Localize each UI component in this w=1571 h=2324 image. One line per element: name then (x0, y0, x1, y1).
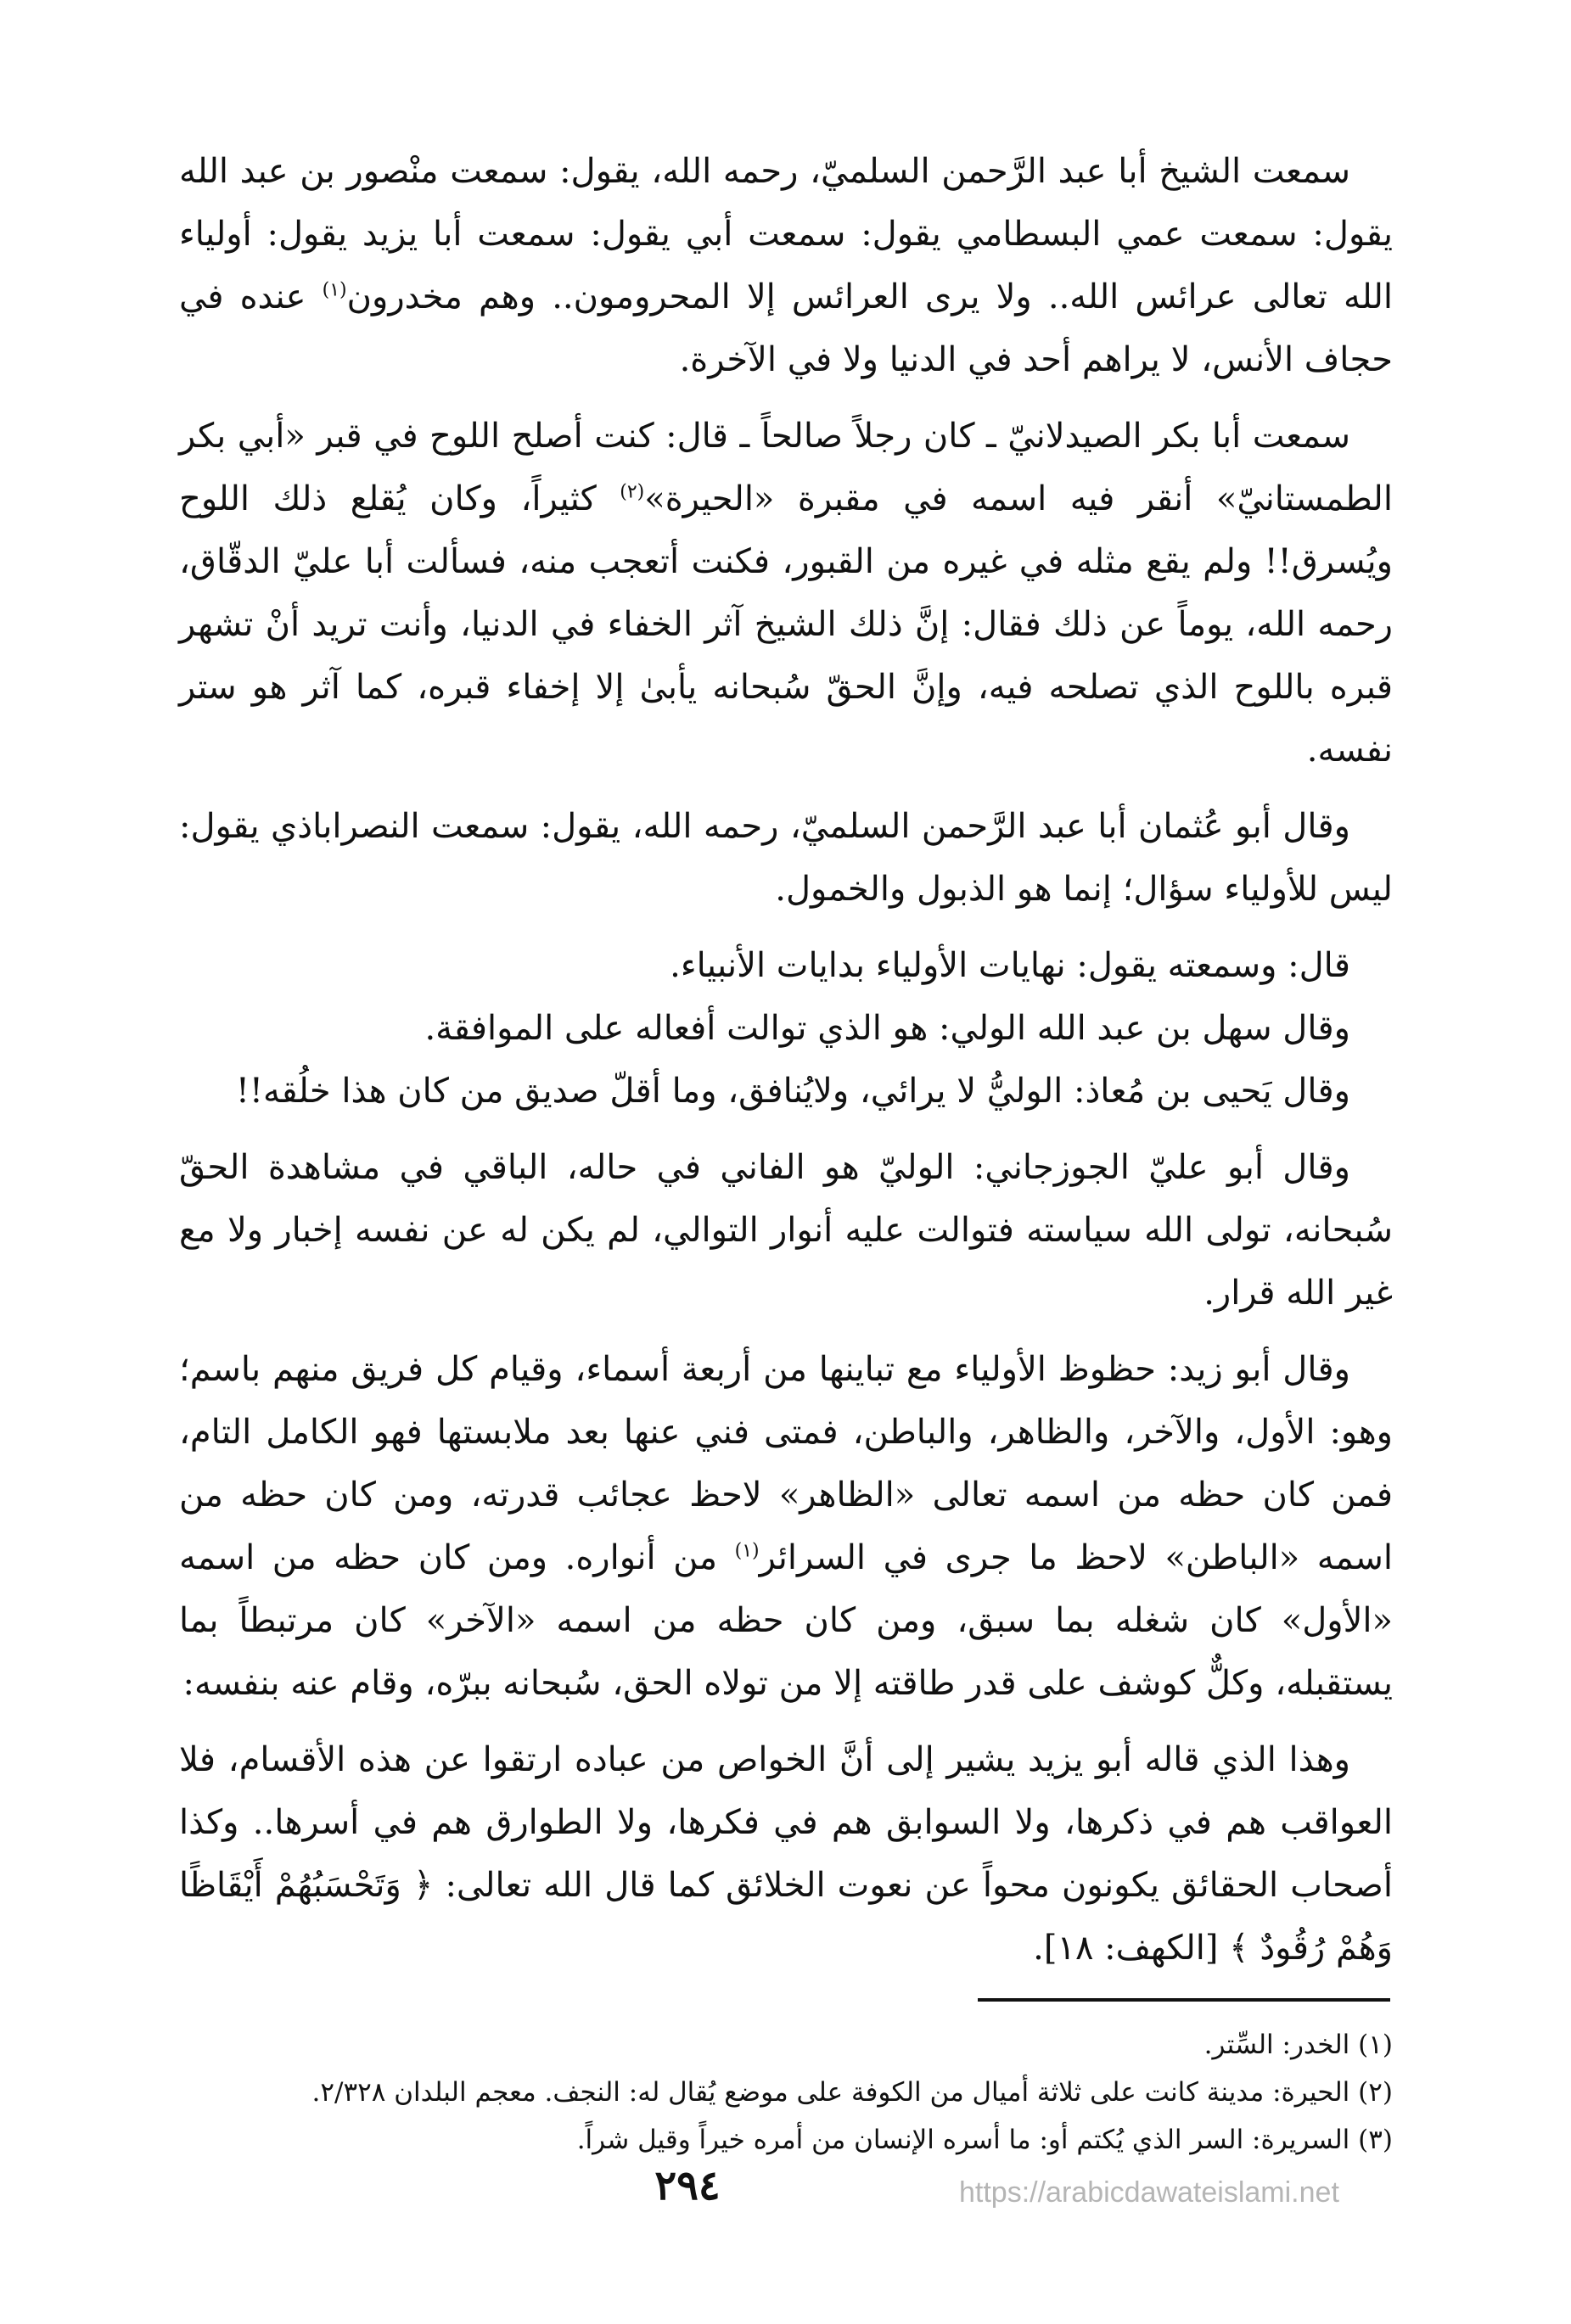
paragraph-text: سمعت أبا بكر الصيدلانيّ ـ كان رجلاً صالحاً ـ قال: كنت أصلح اللوح في قبر «أبي بكر الطمستانيّ» أنقر فيه اسمه في مقبرة «الحيرة» (179, 417, 1393, 518)
footnote-ref: (١) (734, 1540, 760, 1562)
paragraph-1 (179, 140, 1393, 391)
footnote-divider (978, 1998, 1390, 2002)
paragraph-text: سمعت الشيخ أبا عبد الرَّحمن السلميّ، رحمه الله، يقول: سمعت منْصور بن عبد الله يقول: سمعت عمي البسطامي يقول: سمعت أبي يقول: سمعت أبا يزيد يقول: أولياء الله تعالى عرائس الله.. ولا يرى العرائس إلا المحرومون.. وهم مخدرون (179, 152, 1393, 316)
paragraph-7: وقال أبو عليّ الجوزجاني: الوليّ هو الفاني في حاله، الباقي في مشاهدة الحقّ سُبحانه، تولى الله سياسته فتوالت عليه أنوار التوالي، لم يكن له عن نفسه إخبار ولا مع غير الله قرار. (179, 1148, 1393, 1313)
watermark-url: https://arabicdawateislami.net (959, 2176, 1339, 2209)
footnotes (179, 2021, 1393, 2164)
paragraph-text: عنده في حجاف الأنس، لا يراهم أحد في الدنيا ولا في الآخرة. (179, 277, 1393, 379)
paragraph-8 (179, 1338, 1393, 1715)
paragraph-text: وقال أبو زيد: حظوظ الأولياء مع تباينها من أربعة أسماء، وقيام كل فريق منهم باسم؛ وهو: الأول، والآخر، والظاهر، والباطن، فمتى فني عنها بعد ملابستها فهو الكامل التام، فمن كان حظه من اسمه تعالى «الظاهر» لاحظ عجائب قدرته، ومن كان حظه من اسمه «الباطن» لاحظ ما جرى في السرائر (179, 1350, 1394, 1577)
footnote-1: (١) الخدر: السِّتر. (1203, 2030, 1393, 2060)
paragraph-5: وقال سهل بن عبد الله الولي: هو الذي توالت أفعاله على الموافقة. (424, 1009, 1350, 1048)
paragraph-6: وقال يَحيى بن مُعاذ: الوليُّ لا يرائي، ولايُنافق، وما أقلّ صديق من كان هذا خلُقه!! (235, 1072, 1350, 1111)
paragraph-text: من أنواره. ومن كان حظه من اسمه «الأول» كان شغله بما سبق، ومن كان حظه من اسمه «الآخر» كان مرتبطاً بما يستقبله، وكلٌّ كوشف على قدر طاقته إلا من تولاه الحق، سُبحانه ببرّه، وقام عنه بنفسه: (179, 1538, 1393, 1703)
footnote-3: (٣) السريرة: السر الذي يُكتم أو: ما أسره الإنسان من أمره خيراً وقيل شراً. (576, 2125, 1393, 2155)
paragraph-2 (179, 405, 1393, 781)
main-text (179, 140, 1393, 1993)
footnote-ref: (١) (322, 279, 347, 301)
paragraph-4: قال: وسمعته يقول: نهايات الأولياء بدايات الأنبياء. (670, 946, 1350, 985)
paragraph-9: وهذا الذي قاله أبو يزيد يشير إلى أنَّ الخواص من عباده ارتقوا عن هذه الأقسام، فلا العواقب هم في ذكرها، ولا السوابق هم في فكرها، ولا الطوارق هم في أسرها.. وكذا أصحاب الحقائق يكونون محواً عن نعوت الخلائق كما قال الله تعالى: ﴿ وَتَحْسَبُهُمْ أَيْقَاظًا وَهُمْ رُقُودٌ ﴾ [الكهف: ١٨]. (179, 1740, 1393, 1968)
page-number: ٢٩٤ (654, 2162, 721, 2209)
footnote-ref: (٢) (620, 481, 645, 503)
footnote-2: (٢) الحيرة: مدينة كانت على ثلاثة أميال من الكوفة على موضع يُقال له: النجف. معجم البلدان ٢/٣٢٨. (311, 2077, 1393, 2108)
paragraph-3: وقال أبو عُثمان أبا عبد الرَّحمن السلميّ، رحمه الله، يقول: سمعت النصراباذي يقول: ليس للأولياء سؤال؛ إنما هو الذبول والخمول. (179, 807, 1393, 909)
paragraph-text: كثيراً، وكان يُقلع ذلك اللوح ويُسرق!! ولم يقع مثله في غيره من القبور، فكنت أتعجب منه، فسألت أبا عليّ الدقّاق، رحمه الله، يوماً عن ذلك فقال: إنَّ ذلك الشيخ آثر الخفاء في الدنيا، وأنت تريد أنْ تشهر قبره باللوح الذي تصلحه فيه، وإنَّ الحقّ سُبحانه يأبىٰ إلا إخفاء قبره، كما آثر هو ستر نفسه. (179, 479, 1393, 770)
